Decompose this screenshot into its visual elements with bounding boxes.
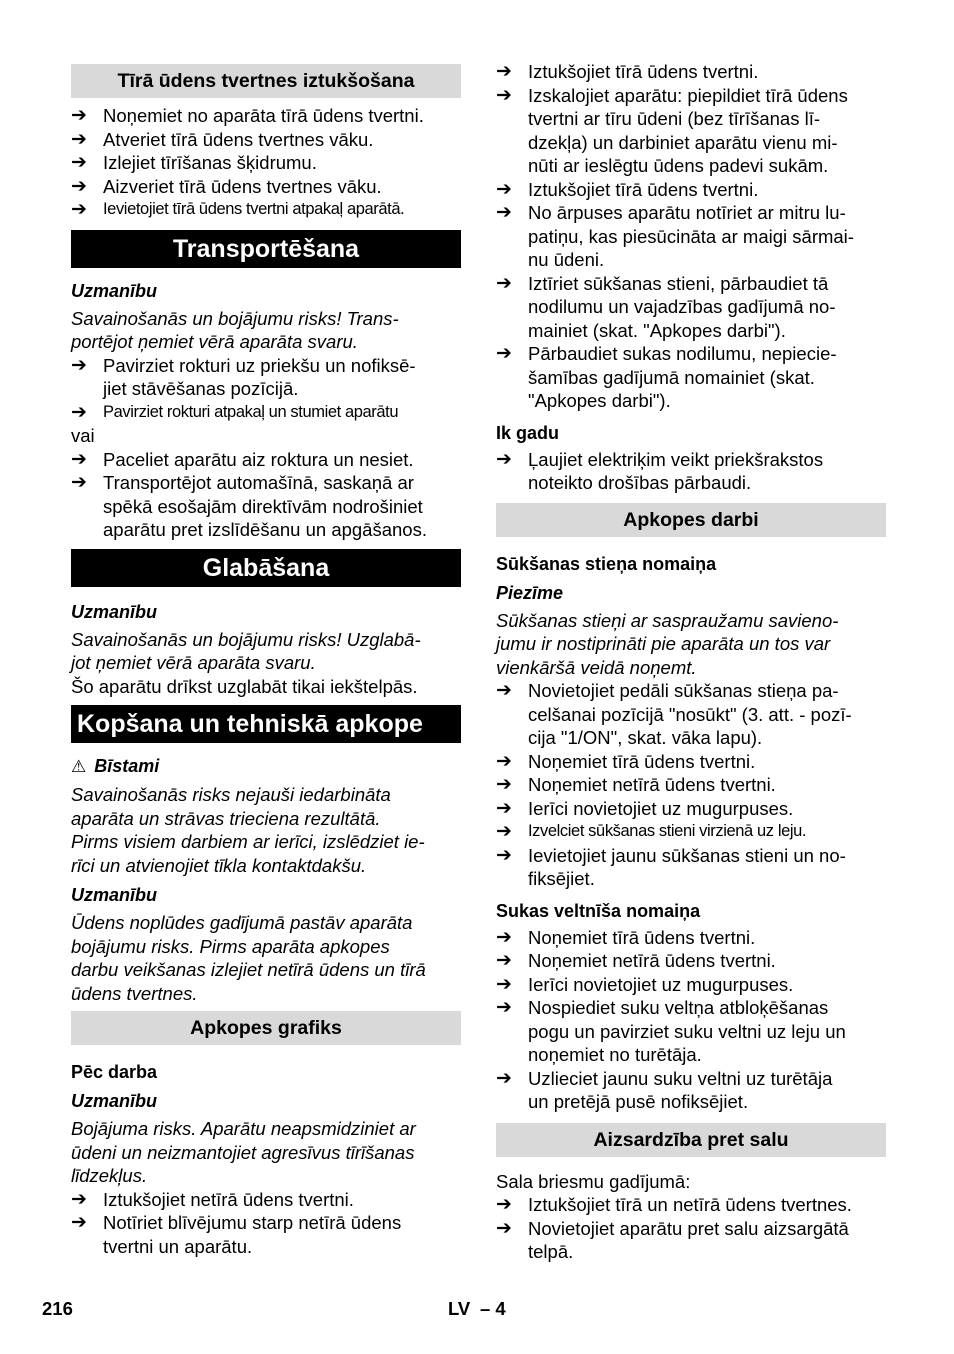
step-text: Ievietojiet tīrā ūdens tvertni atpakaļ aparātā.	[103, 200, 405, 218]
arrow-right-icon: ➔	[496, 926, 512, 948]
subheading-suction-bar: Sūkšanas stieņa nomaiņa	[496, 553, 717, 574]
arrow-right-icon: ➔	[71, 128, 87, 150]
note-text: Sūkšanas stieņi ar saspraužamu savieno- jumu ir nostiprināti pie aparāta un tos var vienkāršā veidā noņemt.	[496, 609, 839, 678]
step-text: Notīriet blīvējumu starp netīrā ūdens tvertni un aparātu.	[103, 1212, 402, 1257]
step-item	[496, 797, 886, 821]
arrow-right-icon: ➔	[71, 401, 87, 423]
step-list-suction-bar	[496, 679, 886, 891]
arrow-right-icon: ➔	[71, 1188, 87, 1210]
step-text: Izskalojiet aparātu: piepildiet tīrā ūdens tvertni ar tīru ūdeni (bez tīrīšanas lī- dzekļa) un darbiniet aparātu vienu mi- nūti ar ieslēgtu ūdens padevi sukām.	[528, 84, 848, 176]
step-item	[496, 178, 886, 202]
arrow-right-icon: ➔	[496, 750, 512, 772]
subheading-after-work: Pēc darba	[71, 1062, 158, 1082]
step-text: Noņemiet tīrā ūdens tvertni.	[528, 926, 756, 948]
step-text: Ievietojiet jaunu sūkšanas stieni un no- fiksējiet.	[528, 844, 846, 889]
step-text: Izvelciet sūkšanas stieni virzienā uz leju.	[528, 822, 807, 840]
step-text: Pavirziet rokturi atpakaļ un stumiet aparātu	[103, 402, 399, 421]
warning-triangle-icon: ⚠	[71, 757, 87, 776]
section-heading-clean-tank-empty: Tīrā ūdens tvertnes iztukšošana	[71, 64, 461, 98]
step-item	[71, 104, 461, 128]
step-text: Uzlieciet jaunu suku veltni uz turētāja un pretējā pusē nofiksējiet.	[528, 1067, 833, 1112]
or-label: vai	[71, 425, 95, 446]
step-item	[71, 128, 461, 152]
danger-text: Savainošanās risks nejauši iedarbināta aparāta un strāvas trieciena rezultātā. Pirms visiem darbiem ar ierīci, izslēdziet ie- rīci un atvienojiet tīkla kontaktdakšu.	[71, 784, 425, 876]
step-text: Iztukšojiet tīrā ūdens tvertni.	[528, 178, 759, 200]
caution-label-after-work: Uzmanību	[71, 1091, 158, 1111]
step-item	[71, 354, 461, 401]
section-heading-storage: Glabāšana	[71, 549, 461, 587]
step-text: Izlejiet tīrīšanas šķidrumu.	[103, 152, 317, 173]
step-item	[496, 60, 886, 84]
step-item	[496, 272, 886, 343]
subheading-brush-roller: Sukas veltnīša nomaiņa	[496, 900, 701, 921]
section-heading-transport: Transportēšana	[71, 230, 461, 268]
step-text: Iztukšojiet tīrā ūdens tvertni.	[528, 61, 759, 82]
step-item	[496, 679, 886, 750]
step-text: Pārbaudiet sukas nodilumu, nepiecie- šamības gadījumā nomainiet (skat. "Apkopes darbi").	[528, 343, 837, 411]
section-heading-care: Kopšana un tehniskā apkope	[71, 705, 461, 743]
arrow-right-icon: ➔	[71, 472, 87, 493]
step-text: Noņemiet no aparāta tīrā ūdens tvertni.	[103, 105, 424, 126]
step-text: Iztukšojiet netīrā ūdens tvertni.	[103, 1188, 354, 1210]
step-item	[496, 1193, 886, 1217]
step-text: Ļaujiet elektriķim veikt priekšrakstos noteikto drošības pārbaudi.	[528, 448, 824, 493]
step-item	[496, 844, 886, 891]
step-text: Noņemiet tīrā ūdens tvertni.	[528, 750, 756, 772]
caution-label-care: Uzmanību	[71, 885, 158, 905]
step-text: Noņemiet netīrā ūdens tvertni.	[528, 950, 776, 971]
step-text: Transportējot automašīnā, saskaņā ar spēkā esošajām direktīvām nodrošiniet aparātu pret izslīdēšanu un apgāšanos.	[103, 472, 427, 540]
subheading-yearly: Ik gadu	[496, 422, 560, 443]
danger-label: ⚠ Bīstami	[71, 756, 160, 776]
step-text: No ārpuses aparātu notīriet ar mitru lu- patiņu, kas piesūcināta ar maigi sārmai- nu ūdeni.	[528, 202, 854, 270]
step-item	[71, 401, 461, 425]
step-item	[496, 448, 886, 495]
step-text: Novietojiet pedāli sūkšanas stieņa pa- celšanai pozīcijā "nosūkt" (3. att. - pozī- cija "1/ON", skat. vāka lapu).	[528, 680, 852, 748]
step-text: Aizveriet tīrā ūdens tvertnes vāku.	[103, 175, 382, 197]
arrow-right-icon: ➔	[496, 1194, 512, 1215]
storage-text: Šo aparātu drīkst uzglabāt tikai iekštelpās.	[71, 675, 418, 697]
arrow-right-icon: ➔	[496, 272, 512, 294]
warning-text-transport: Savainošanās un bojājumu risks! Trans- portējot ņemiet vērā aparāta svaru.	[71, 307, 399, 352]
step-list-brush-roller	[496, 926, 886, 1114]
step-list-after-work	[71, 1188, 461, 1259]
step-item	[71, 1188, 461, 1212]
step-item	[496, 1067, 886, 1114]
step-text: Iztukšojiet tīrā un netīrā ūdens tvertnes.	[528, 1194, 852, 1215]
caution-text-care: Ūdens noplūdes gadījumā pastāv aparāta bojājumu risks. Pirms aparāta apkopes darbu veikšanas izlejiet netīrā ūdens un tīrā ūdens tvertnes.	[71, 912, 426, 1004]
right-column	[496, 60, 886, 1264]
step-text: Ierīci novietojiet uz mugurpuses.	[528, 973, 794, 995]
arrow-right-icon: ➔	[71, 1212, 87, 1233]
arrow-right-icon: ➔	[71, 448, 87, 470]
arrow-right-icon: ➔	[496, 1217, 512, 1239]
frost-text: Sala briesmu gadījumā:	[496, 1170, 691, 1192]
arrow-right-icon: ➔	[496, 84, 512, 106]
arrow-right-icon: ➔	[496, 973, 512, 995]
step-list-yearly	[496, 448, 886, 495]
step-item	[71, 151, 461, 175]
arrow-right-icon: ➔	[496, 997, 512, 1018]
arrow-right-icon: ➔	[71, 354, 87, 376]
arrow-right-icon: ➔	[496, 821, 512, 842]
footer-sub-page: – 4	[480, 1298, 506, 1319]
step-list-transport-b	[71, 448, 461, 542]
arrow-right-icon: ➔	[496, 448, 512, 470]
step-text: Ierīci novietojiet uz mugurpuses.	[528, 797, 794, 819]
caution-text-after-work: Bojājuma risks. Aparātu neapsmidziniet ar ūdeni un neizmantojiet agresīvus tīrīšanas līdzekļus.	[71, 1118, 416, 1186]
caution-label-storage: Uzmanību	[71, 601, 158, 622]
step-list-frost	[496, 1193, 886, 1264]
step-item	[496, 996, 886, 1067]
arrow-right-icon: ➔	[496, 61, 512, 82]
step-list-transport-a	[71, 354, 461, 425]
step-item	[71, 448, 461, 472]
step-text: Novietojiet aparātu pret salu aizsargātā telpā.	[528, 1217, 849, 1262]
arrow-right-icon: ➔	[496, 680, 512, 701]
footer-lang: LV	[448, 1298, 471, 1319]
arrow-right-icon: ➔	[71, 199, 87, 220]
step-text: Nospiediet suku veltņa atbloķēšanas pogu un pavirziet suku veltni uz leju un noņemiet no turētāja.	[528, 997, 846, 1065]
note-label: Piezīme	[496, 582, 564, 603]
step-item	[496, 201, 886, 272]
arrow-right-icon: ➔	[496, 1067, 512, 1089]
step-item	[496, 773, 886, 797]
warning-text-storage: Savainošanās un bojājumu risks! Uzglabā- jot ņemiet vērā aparāta svaru.	[71, 628, 421, 673]
left-column	[71, 60, 461, 1258]
page-number: 216	[42, 1298, 73, 1319]
step-text: Atveriet tīrā ūdens tvertnes vāku.	[103, 128, 374, 150]
caution-label-transport: Uzmanību	[71, 280, 158, 301]
step-item	[496, 973, 886, 997]
step-item	[71, 1211, 461, 1258]
arrow-right-icon: ➔	[496, 844, 512, 866]
step-item	[496, 750, 886, 774]
section-heading-frost: Aizsardzība pret salu	[496, 1123, 886, 1157]
section-heading-schedule: Apkopes grafiks	[71, 1011, 461, 1045]
arrow-right-icon: ➔	[496, 178, 512, 200]
step-item	[496, 1217, 886, 1264]
arrow-right-icon: ➔	[71, 105, 87, 126]
arrow-right-icon: ➔	[496, 202, 512, 223]
section-heading-maintenance: Apkopes darbi	[496, 503, 886, 537]
arrow-right-icon: ➔	[496, 343, 512, 364]
step-item	[71, 471, 461, 542]
step-text: Iztīriet sūkšanas stieni, pārbaudiet tā nodilumu un vajadzības gadījumā no- mainiet (skat. "Apkopes darbi").	[528, 272, 836, 341]
step-item	[71, 175, 461, 199]
arrow-right-icon: ➔	[71, 152, 87, 173]
step-text: Pavirziet rokturi uz priekšu un nofiksē- jiet stāvēšanas pozīcijā.	[103, 354, 416, 399]
step-list-clean-tank	[71, 104, 461, 222]
arrow-right-icon: ➔	[496, 797, 512, 819]
step-item	[71, 198, 461, 222]
step-list-after-work-continued	[496, 60, 886, 413]
step-item	[496, 949, 886, 973]
arrow-right-icon: ➔	[71, 175, 87, 197]
step-item	[496, 820, 886, 844]
arrow-right-icon: ➔	[496, 950, 512, 971]
step-text: Paceliet aparātu aiz roktura un nesiet.	[103, 448, 414, 470]
arrow-right-icon: ➔	[496, 774, 512, 795]
step-item	[496, 926, 886, 950]
step-item	[496, 342, 886, 413]
step-item	[496, 84, 886, 178]
step-text: Noņemiet netīrā ūdens tvertni.	[528, 774, 776, 795]
